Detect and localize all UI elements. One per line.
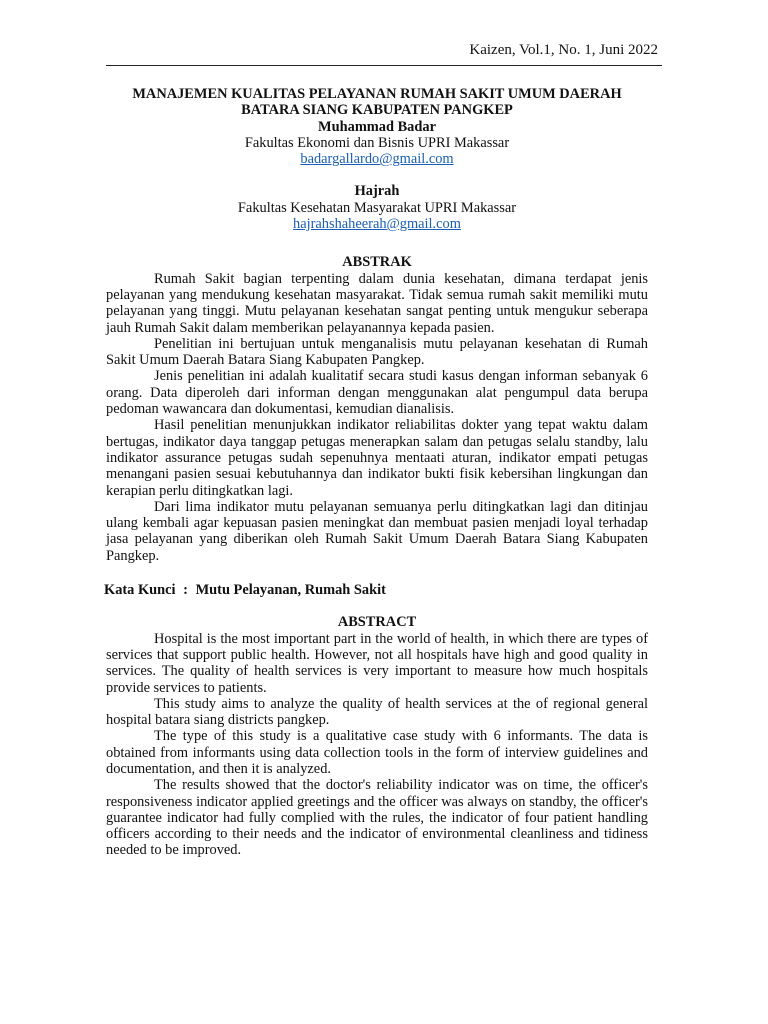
keywords-line	[104, 582, 648, 598]
author-block-2	[106, 183, 648, 232]
abstract-paragraph: This study aims to analyze the quality of health services at the of regional general hospital batara siang districts pangkep.	[106, 695, 648, 729]
abstrak-paragraph: Jenis penelitian ini adalah kualitatif secara studi kasus dengan informan sebanyak 6 orang. Data diperoleh dari informan dengan menggunakan alat pengumpul data berupa pedoman wawancara dan dokumentasi, kemudian dianalisis.	[106, 368, 648, 418]
keywords-separator: :	[183, 582, 188, 599]
author-name: Hajrah	[354, 183, 400, 200]
abstract-section	[106, 631, 648, 859]
author-name: Muhammad Badar	[318, 118, 436, 135]
title-line-2: BATARA SIANG KABUPATEN PANGKEP	[241, 102, 513, 119]
paper-body	[106, 86, 648, 859]
abstrak-paragraph: Hasil penelitian menunjukkan indikator reliabilitas dokter yang tepat waktu dalam bertugas, indikator daya tanggap petugas menerapkan salam dan petugas selalu standby, lalu indikator assurance petugas sudah sepenuhnya mentaati aturan, indikator empati petugas menangani pasien sesuai kebutuhannya dan indikator bukti fisik kebersihan lingkungan dan kerapian perlu ditingkatkan lagi.	[106, 417, 648, 499]
author-affiliation: Fakultas Kesehatan Masyarakat UPRI Makassar	[237, 199, 517, 216]
author-email-link[interactable]: badargallardo@gmail.com	[300, 151, 454, 168]
author-block-1	[106, 119, 648, 168]
keywords-label: Kata Kunci	[104, 582, 176, 599]
abstrak-heading: ABSTRAK	[342, 254, 412, 271]
abstract-heading: ABSTRACT	[337, 614, 417, 631]
abstract-paragraph: Hospital is the most important part in the world of health, in which there are types of services that support public health. However, not all hospitals have high and good quality in services. The quality of health services is very important to measure how much hospitals provide services to patients.	[106, 630, 648, 696]
abstrak-paragraph: Rumah Sakit bagian terpenting dalam dunia kesehatan, dimana terdapat jenis pelayanan yang mendukung kesehatan masyarakat. Tidak semua rumah sakit memiliki mutu pelayanan yang tinggi. Mutu pelayanan kesehatan sangat penting untuk mengukur seberapa jauh Rumah Sakit dalam memberikan pelayanannya kepada pasien.	[106, 270, 648, 336]
running-head: Kaizen, Vol.1, No. 1, Juni 2022	[469, 42, 658, 58]
abstrak-paragraph: Dari lima indikator mutu pelayanan semuanya perlu ditingkatkan lagi dan ditinjau ulang kembali agar kepuasan pasien meningkat dan membuat pasien menjadi loyal terhadap jasa pelayanan yang diberikan oleh Rumah Sakit Umum Daerah Batara Siang Kabupaten Pangkep.	[106, 498, 648, 564]
title-line-1: MANAJEMEN KUALITAS PELAYANAN RUMAH SAKIT UMUM DAERAH	[132, 86, 622, 102]
paper-title	[106, 86, 648, 119]
author-email-link[interactable]: hajrahshaheerah@gmail.com	[293, 216, 461, 233]
abstrak-section	[106, 271, 648, 564]
abstract-paragraph: The type of this study is a qualitative case study with 6 informants. The data is obtained from informants using data collection tools in the form of interview guidelines and documentation, and then it is analyzed.	[106, 728, 648, 777]
header-rule	[106, 65, 662, 66]
abstrak-paragraph: Penelitian ini bertujuan untuk menganalisis mutu pelayanan kesehatan di Rumah Sakit Umum Daerah Batara Siang Kabupaten Pangkep.	[106, 335, 648, 369]
author-affiliation: Fakultas Ekonomi dan Bisnis UPRI Makassar	[244, 134, 510, 151]
keywords-value: Mutu Pelayanan, Rumah Sakit	[195, 582, 386, 599]
abstract-paragraph: The results showed that the doctor's reliability indicator was on time, the officer's responsiveness indicator applied greetings and the officer was always on standby, the officer's guarantee indicator had fully complied with the rules, the indicator of four patient handling officers according to their needs and the indicator of environmental cleanliness and tidiness needed to be improved.	[106, 777, 648, 859]
